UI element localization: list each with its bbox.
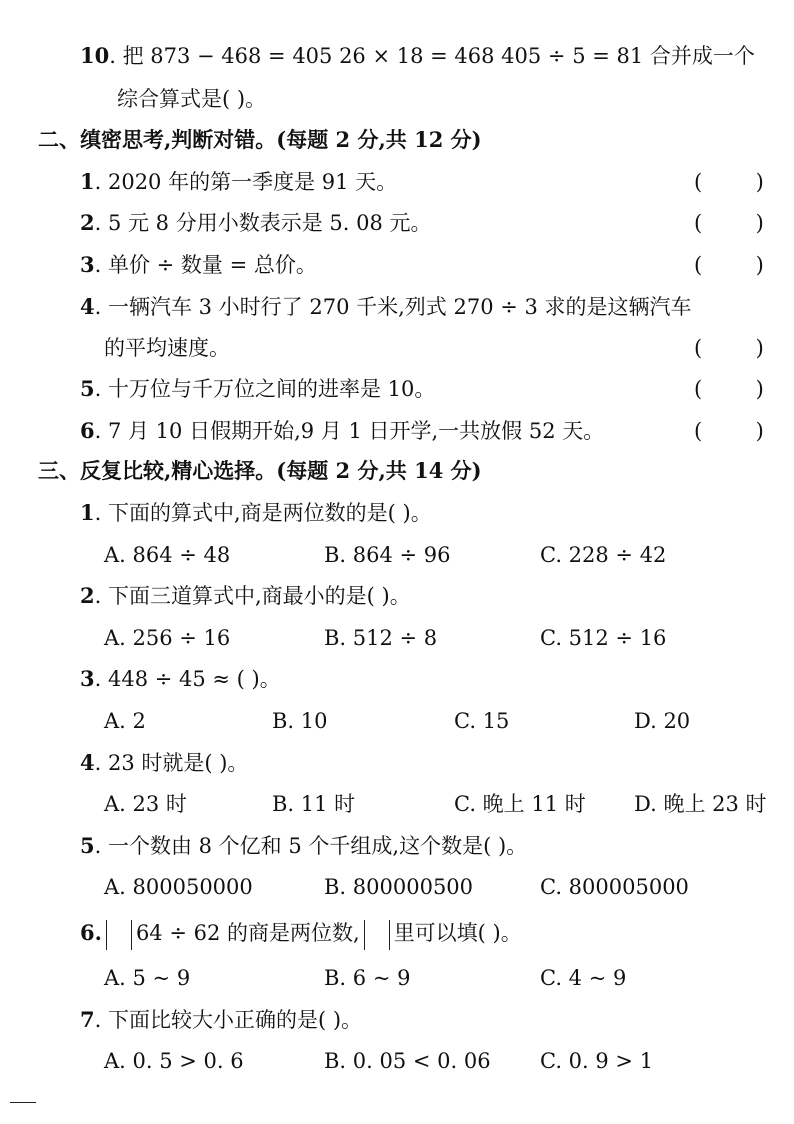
option-a[interactable]: A. 800050000 xyxy=(104,875,253,899)
answer-bracket-1[interactable]: ( ) xyxy=(694,170,764,194)
footer-rule xyxy=(10,1102,36,1103)
item-text: . 2020 年的第一季度是 91 天。 xyxy=(94,170,398,194)
choice-item-3 xyxy=(80,664,281,694)
option-d[interactable]: D. 晚上 23 时 xyxy=(634,792,767,816)
q10-text: . 把 873 − 468 = 405 26 × 18 = 468 405 ÷ 5 = 81 合并成一个 xyxy=(109,44,755,68)
item-number: 2 xyxy=(80,583,95,608)
option-b[interactable]: B. 0. 05 < 0. 06 xyxy=(324,1049,491,1073)
item-number: 6 xyxy=(80,418,95,443)
option-b[interactable]: B. 864 ÷ 96 xyxy=(324,543,451,567)
item-text: . 单价 ÷ 数量 = 总价。 xyxy=(94,253,317,277)
blank-box[interactable] xyxy=(364,920,390,950)
option-d[interactable]: D. 20 xyxy=(634,709,691,733)
option-b[interactable]: B. 11 时 xyxy=(272,792,356,816)
answer-bracket-5[interactable]: ( ) xyxy=(694,377,764,401)
judge-item-4-continued: 的平均速度。 xyxy=(104,336,230,360)
q10-line2: 综合算式是( )。 xyxy=(117,87,267,111)
item-number: 6 xyxy=(80,920,95,945)
judge-item-3 xyxy=(80,250,317,280)
item-text: . 下面比较大小正确的是( )。 xyxy=(94,1008,363,1032)
option-c[interactable]: C. 228 ÷ 42 xyxy=(540,543,667,567)
item-number: 4 xyxy=(80,750,95,775)
option-c[interactable]: C. 15 xyxy=(454,709,510,733)
item-number: 5 xyxy=(80,376,95,401)
item-text: . 一个数由 8 个亿和 5 个千组成,这个数是( )。 xyxy=(94,834,528,858)
judge-item-6 xyxy=(80,416,604,446)
item-number: 7 xyxy=(80,1007,95,1032)
answer-bracket-6[interactable]: ( ) xyxy=(694,419,764,443)
q10-line1 xyxy=(80,41,755,71)
option-c[interactable]: C. 800005000 xyxy=(540,875,689,899)
item-number: 1 xyxy=(80,500,95,525)
item-number: 4 xyxy=(80,294,95,319)
item-text: . 下面三道算式中,商最小的是( )。 xyxy=(94,584,411,608)
option-c[interactable]: C. 0. 9 > 1 xyxy=(540,1049,654,1073)
item-number: 3 xyxy=(80,252,95,277)
option-c[interactable]: C. 512 ÷ 16 xyxy=(540,626,667,650)
item-text: . 448 ÷ 45 ≈ ( )。 xyxy=(94,667,281,691)
choice-item-4 xyxy=(80,748,248,778)
judge-item-4 xyxy=(80,292,692,322)
item-text: . 7 月 10 日假期开始,9 月 1 日开学,一共放假 52 天。 xyxy=(94,419,605,443)
item-text: . 5 元 8 分用小数表示是 5. 08 元。 xyxy=(94,211,432,235)
choice-item-7 xyxy=(80,1005,362,1035)
item-number: 1 xyxy=(80,169,95,194)
option-b[interactable]: B. 512 ÷ 8 xyxy=(324,626,438,650)
item-text: . 23 时就是( )。 xyxy=(94,751,249,775)
answer-bracket-2[interactable]: ( ) xyxy=(694,211,764,235)
option-a[interactable]: A. 5 ~ 9 xyxy=(104,966,191,990)
item-number: 2 xyxy=(80,210,95,235)
section3-title: 三、反复比较,精心选择。(每题 2 分,共 14 分) xyxy=(38,458,482,483)
choice-item-6: 6. 64 ÷ 62 的商是两位数, 里可以填( )。 xyxy=(80,918,522,950)
option-c[interactable]: C. 4 ~ 9 xyxy=(540,966,627,990)
option-a[interactable]: A. 256 ÷ 16 xyxy=(104,626,231,650)
choice-item-2 xyxy=(80,581,411,611)
option-b[interactable]: B. 6 ~ 9 xyxy=(324,966,411,990)
section2-title: 二、缜密思考,判断对错。(每题 2 分,共 12 分) xyxy=(38,127,482,152)
item-text: . 十万位与千万位之间的进率是 10。 xyxy=(94,377,436,401)
choice-item-5 xyxy=(80,831,527,861)
option-a[interactable]: A. 0. 5 > 0. 6 xyxy=(104,1049,244,1073)
option-a[interactable]: A. 2 xyxy=(104,709,146,733)
option-a[interactable]: A. 864 ÷ 48 xyxy=(104,543,231,567)
item-number: 3 xyxy=(80,666,95,691)
judge-item-5 xyxy=(80,374,435,404)
item-text: . 一辆汽车 3 小时行了 270 千米,列式 270 ÷ 3 求的是这辆汽车 xyxy=(94,295,692,319)
option-b[interactable]: B. 10 xyxy=(272,709,328,733)
option-b[interactable]: B. 800000500 xyxy=(324,875,474,899)
judge-item-1 xyxy=(80,167,397,197)
item-text-b: 里可以填( )。 xyxy=(393,921,522,945)
option-a[interactable]: A. 23 时 xyxy=(104,792,187,816)
item-number: 5 xyxy=(80,833,95,858)
choice-item-1 xyxy=(80,498,432,528)
blank-box[interactable] xyxy=(106,920,132,950)
answer-bracket-4[interactable]: ( ) xyxy=(694,336,764,360)
judge-item-2 xyxy=(80,208,432,238)
option-c[interactable]: C. 晚上 11 时 xyxy=(454,792,586,816)
q10-number: 10 xyxy=(80,43,110,68)
item-text: . 下面的算式中,商是两位数的是( )。 xyxy=(94,501,432,525)
item-text-a: 64 ÷ 62 的商是两位数, xyxy=(135,921,360,945)
answer-bracket-3[interactable]: ( ) xyxy=(694,253,764,277)
